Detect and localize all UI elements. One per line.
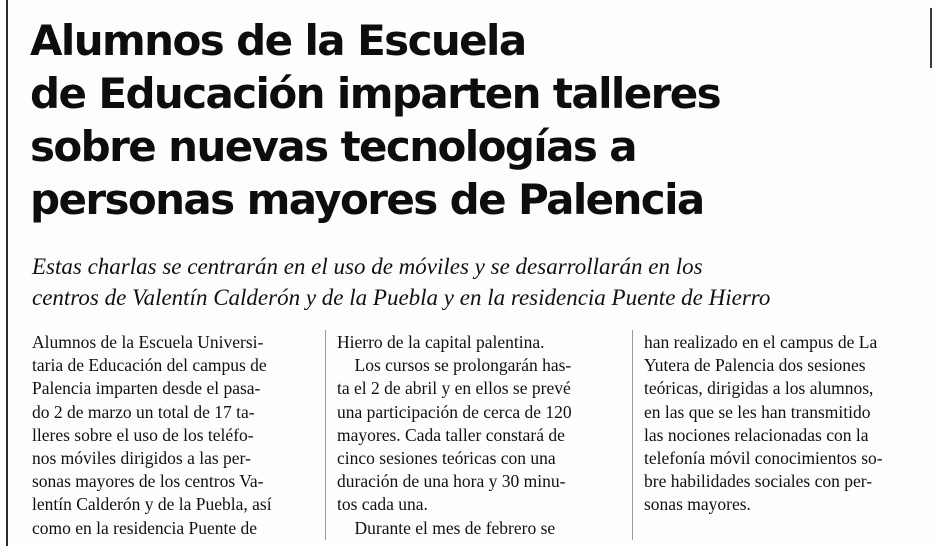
body-line: una participación de cerca de 120 bbox=[337, 401, 572, 422]
body-line: Alumnos de la Escuela Universi- bbox=[32, 332, 264, 352]
body-column-2 bbox=[337, 331, 622, 540]
body-line: sonas mayores. bbox=[644, 494, 751, 515]
body-line: Palencia imparten desde el pasa- bbox=[32, 378, 261, 399]
body-line: lleres sobre el uso de los teléfo- bbox=[32, 424, 254, 445]
body-line: nos móviles dirigidos a las per- bbox=[32, 448, 251, 469]
body-line: do 2 de marzo un total de 17 ta- bbox=[32, 401, 255, 422]
left-edge-rule bbox=[6, 0, 8, 546]
body-line: telefonía móvil conocimientos so- bbox=[644, 448, 883, 469]
body-line: teóricas, dirigidas a los alumnos, bbox=[644, 378, 874, 399]
subtitle bbox=[32, 251, 922, 313]
body-line: sonas mayores de los centros Va- bbox=[32, 471, 264, 492]
body-line: Hierro de la capital palentina. bbox=[337, 332, 545, 352]
body-line: ta el 2 de abril y en ellos se prevé bbox=[337, 378, 571, 399]
body-line: las nociones relacionadas con la bbox=[644, 424, 869, 445]
right-edge-rule bbox=[930, 8, 932, 68]
subtitle-line: Estas charlas se centrarán en el uso de móviles y se desarrollarán en los bbox=[32, 254, 703, 279]
body-line: como en la residencia Puente de bbox=[32, 517, 257, 538]
headline-line: Alumnos de la Escuela bbox=[30, 16, 526, 65]
headline bbox=[30, 14, 920, 226]
body-line: cinco sesiones teóricas con una bbox=[337, 448, 556, 469]
headline-line: de Educación imparten talleres bbox=[30, 69, 720, 118]
body-line: tos cada una. bbox=[337, 494, 428, 515]
headline-line: personas mayores de Palencia bbox=[30, 175, 704, 224]
body-line: Durante el mes de febrero se bbox=[337, 517, 556, 538]
body-line: Yutera de Palencia dos sesiones bbox=[644, 355, 866, 376]
headline-line: sobre nuevas tecnologías a bbox=[30, 122, 636, 171]
body-line: en las que se les han transmitido bbox=[644, 401, 871, 422]
body-line: bre habilidades sociales con per- bbox=[644, 471, 873, 492]
body-line: Los cursos se prolongarán has- bbox=[337, 355, 572, 376]
body-line: taria de Educación del campus de bbox=[32, 355, 267, 376]
subtitle-line: centros de Valentín Calderón y de la Puebla y en la residencia Puente de Hierro bbox=[32, 285, 771, 310]
body-line: duración de una hora y 30 minu- bbox=[337, 471, 566, 492]
body-column-3 bbox=[644, 331, 929, 517]
body-column-1 bbox=[32, 331, 317, 540]
column-divider bbox=[632, 330, 633, 540]
column-divider bbox=[325, 330, 326, 540]
body-line: lentín Calderón y de la Puebla, así bbox=[32, 494, 272, 515]
body-line: han realizado en el campus de La bbox=[644, 332, 878, 352]
body-line: mayores. Cada taller constará de bbox=[337, 424, 565, 445]
